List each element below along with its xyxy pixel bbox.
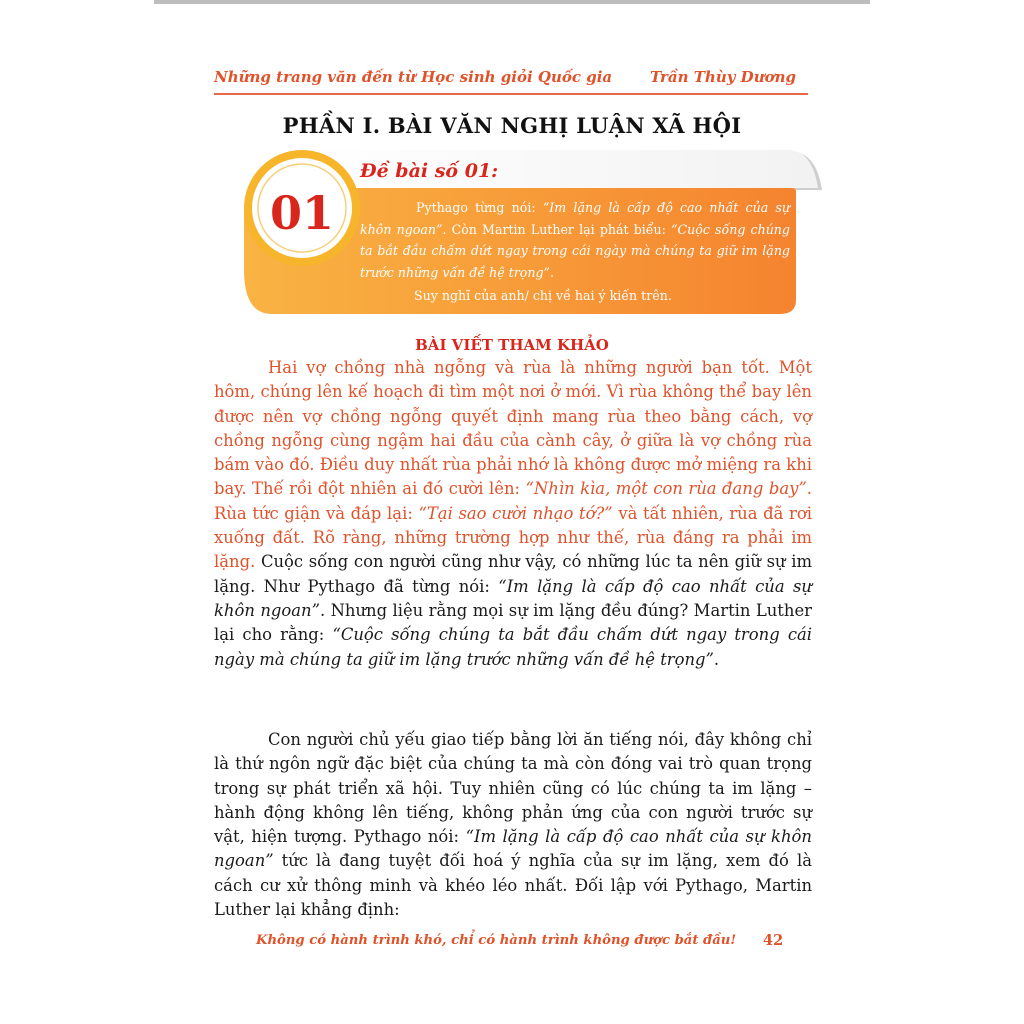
story-text: Hai vợ chồng nhà ngỗng và rùa là những người bạn tốt. Một hôm, chúng lên kế hoạch đi tìm một nơi ở mới. Vì rùa không thể bay lên được nên vợ chồng ngỗng quyết định mang rùa theo bằng cách, vợ chồng ngỗng cùng ngậm hai đầu của cành cây, ở giữa là vợ chồng rùa bám vào đó. Điều duy nhất rùa phải nhớ là không được mở miệng ra khi bay. Thế rồi đột nhiên ai đó cười lên: [214, 358, 812, 499]
header-book-title: Những trang văn đến từ Học sinh giỏi Quốc gia [214, 68, 613, 86]
prompt-heading: Đề bài số 01: [360, 160, 499, 182]
body-quote: “Im lặng là cấp độ cao nhất của sự khôn ngoan” [214, 827, 812, 871]
header-author: Trần Thùy Dương [649, 68, 796, 86]
body-text: . Nhưng liệu rằng mọi sự im lặng đều đúng? Martin Luther lại cho rằng: [214, 600, 812, 645]
story-quote: “Nhìn kìa, một con rùa đang bay” [525, 479, 807, 499]
prompt-text [360, 197, 790, 283]
reference-title: BÀI VIẾT THAM KHẢO [415, 336, 609, 354]
body-text: tức là đang tuyệt đối hoá ý nghĩa của sự im lặng, xem đó là cách cư xử thông minh và khéo léo nhất. Đối lập với Pythago, Martin Luther lại khẳng định: [214, 851, 812, 920]
prompt-seg: Pythago từng nói: [416, 200, 543, 215]
body-text: Con người chủ yếu giao tiếp bằng lời ăn tiếng nói, đây không chỉ là thứ ngôn ngữ đặc biệt của chúng ta mà còn đóng vai trò quan trọng trong sự phát triển xã hội. Tuy nhiên cũng có lúc chúng ta im lặng – hành động không lên tiếng, không phản ứng của con người trước sự vật, hiện tượng. Pythago nói: [214, 730, 812, 847]
story-quote: “Tại sao cười nhạo tớ?” [418, 503, 613, 523]
header-rule [214, 93, 808, 95]
page-top-edge [154, 0, 870, 4]
prompt-quote-luther: “Cuộc sống chúng ta bắt đầu chấm dứt ngay trong cái ngày mà chúng ta giữ im lặng trước những vấn đề hệ trọng” [360, 221, 790, 280]
prompt-banner [232, 150, 824, 320]
part-title: PHẦN I. BÀI VĂN NGHỊ LUẬN XÃ HỘI [282, 113, 742, 138]
body-quote: “Cuộc sống chúng ta bắt đầu chấm dứt ngay trong cái ngày mà chúng ta giữ im lặng trước những vấn đề hệ trọng” [214, 625, 813, 669]
paragraph-2 [214, 728, 812, 922]
prompt-seg: . [549, 264, 554, 280]
body-text: Cuộc sống con người cũng như vậy, có những lúc ta nên giữ sự im lặng. Như Pythago đã từng nói: [214, 552, 812, 596]
prompt-number: 01 [269, 186, 334, 240]
body-text: . [713, 649, 720, 669]
story-text: và tất nhiên, rùa đã rơi xuống đất. Rõ ràng, những trường hợp như thế, rùa đáng ra phải im lặng. [214, 503, 812, 572]
prompt-seg: . Còn Martin Luther lại phát biểu: [442, 221, 672, 237]
paragraph-1 [214, 356, 812, 672]
prompt-question: Suy nghĩ của anh/ chị về hai ý kiến trên. [414, 288, 672, 303]
footer-slogan: Không có hành trình khó, chỉ có hành trình không được bắt đầu! [256, 933, 737, 948]
story-text: . Rùa tức giận và đáp lại: [214, 479, 812, 523]
running-header [214, 68, 810, 92]
body-quote: “Im lặng là cấp độ cao nhất của sự khôn ngoan” [214, 576, 812, 620]
prompt-quote-pythago: “Im lặng là cấp độ cao nhất của sự khôn ngoan” [360, 200, 790, 237]
page-number: 42 [763, 932, 784, 949]
